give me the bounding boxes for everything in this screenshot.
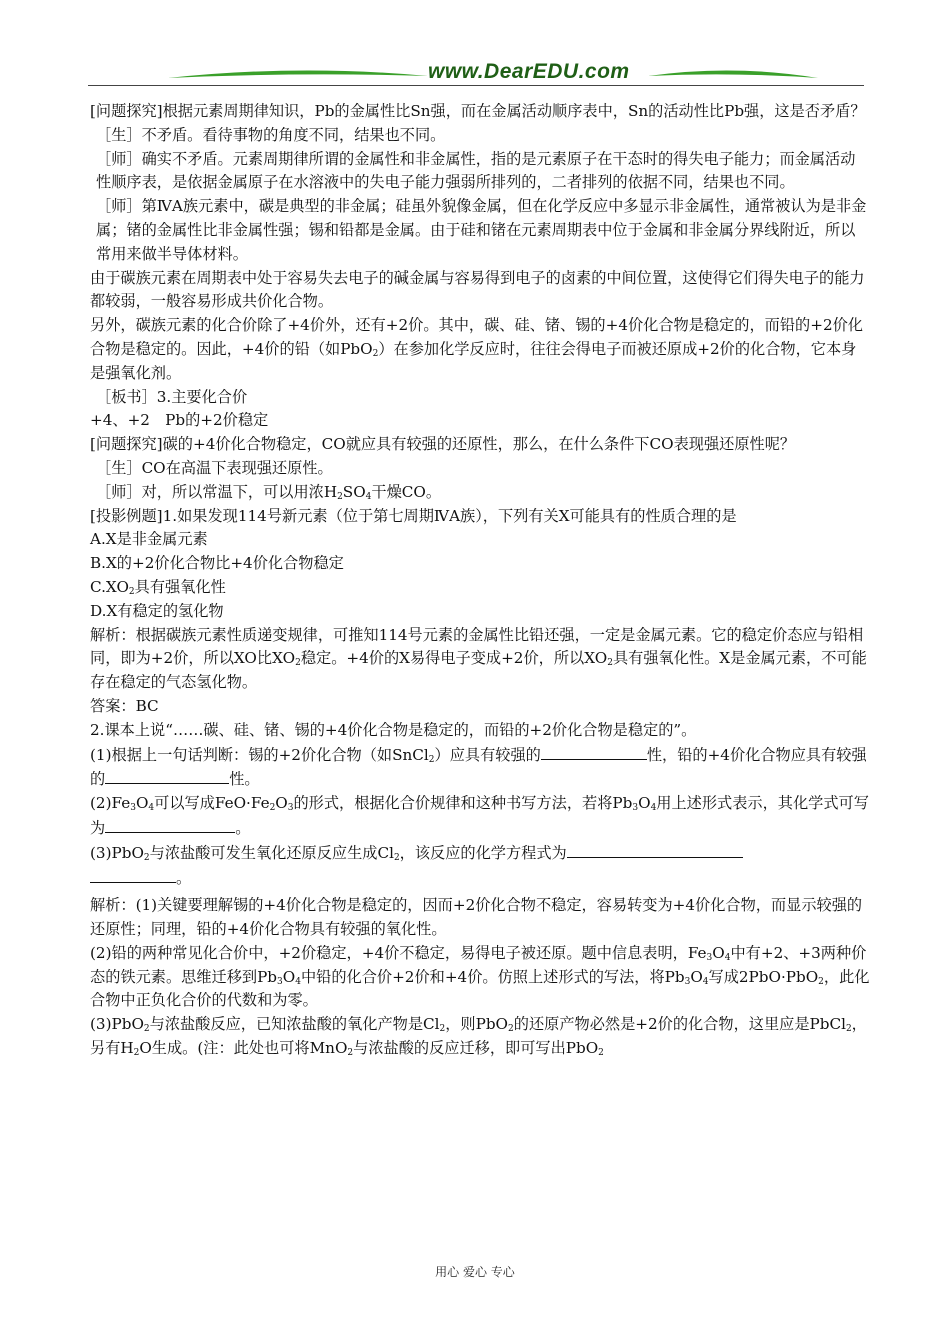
- question-paragraph-2: [问题探究]碳的+4价化合物稳定，CO就应具有较强的还原性，那么，在什么条件下CO表现强还原性呢？: [90, 435, 796, 454]
- teacher-remark-1: ［师］确实不矛盾。元素周期律所谓的金属性和非金属性，指的是元素原子在干态时的得失电子能力；而金属活动性顺序表，是依据金属原子在水溶液中的失电子能力强弱所排列的，二者排列的依据不同，结果也不同。: [96, 149, 856, 192]
- analysis-2-part-2: (2)铅的两种常见化合价中，+2价稳定，+4价不稳定，易得电子被还原。题中信息表明，$Fe_3O_4$中有+2、+3两种价态的铁元素。思维迁移到$Pb_3O_4$中铅的化合价+2价和+4价。仿照上述形式的写法，将$Pb_3O_4$写成2PbO·PbO$_2$，此化合物中正负化合价的代数和为零。: [90, 943, 870, 1010]
- student-answer-2: ［生］CO在高温下表现强还原性。: [96, 458, 333, 477]
- answer-blank[interactable]: [90, 866, 176, 883]
- page-footer: 用心 爱心 专心: [435, 1265, 515, 1279]
- answer-1: 答案：BC: [90, 696, 159, 715]
- analysis-2-part-3: (3)PbO$_2$与浓盐酸反应，已知浓盐酸的氧化产物是$Cl_2$，则PbO$_2$的还原产物必然是+2价的化合物，这里应是PbCl$_2$，另有$H_2O$生成。(注：此处也可将MnO$_2$与浓盐酸的反应迁移，即可写出PbO$_2$: [90, 1015, 867, 1059]
- left-swoosh-decoration: [168, 68, 428, 82]
- option-d: D.X有稳定的氢化物: [90, 601, 224, 620]
- teacher-remark-3: ［师］对，所以常温下，可以用浓$H_2SO_4$干燥CO。: [96, 482, 442, 502]
- question-paragraph-1: [问题探究]根据元素周期律知识，Pb的金属性比Sn强，而在金属活动顺序表中，Sn的活动性比Pb强，这是否矛盾？: [90, 102, 866, 120]
- right-swoosh-decoration: [648, 68, 818, 82]
- sub-question-1: (1)根据上一句话判断：锡的+2价化合物（如SnCl$_2$）应具有较强的 性，铅的+4价化合物应具有较强的 性。: [90, 743, 870, 793]
- answer-blank[interactable]: [105, 816, 235, 833]
- option-a: A.X是非金属元素: [90, 530, 208, 549]
- sub-question-2: $(2)Fe_3O_4$可以写成$FeO\cdot Fe_2O_3$的形式，根据化合价规律和这种书写方法，若将$Pb_3O_4$用上述形式表示，其化学式可写为 。: [90, 794, 869, 837]
- paragraph-carbon-group: 由于碳族元素在周期表中处于容易失去电子的碱金属与容易得到电子的卤素的中间位置，这使得它们得失电子的能力都较弱，一般容易形成共价化合物。: [90, 268, 865, 311]
- example-question-2: 2.课本上说“……碳、硅、锗、锡的+4价化合物是稳定的，而铅的+2价化合物是稳定的”。: [90, 720, 697, 739]
- document-body: [90, 100, 870, 1061]
- answer-blank[interactable]: [105, 767, 229, 784]
- analysis-1: 解析：根据碳族元素性质递变规律，可推知114号元素的金属性比铅还强，一定是金属元素。它的稳定价态应与铅相同，即为+2价，所以XO比$XO_2$稳定。+4价的X易得电子变成+2价，所以$XO_2$具有强氧化性。X是金属元素，不可能存在稳定的气态氢化物。: [90, 625, 867, 692]
- paragraph-valence: 另外，碳族元素的化合价除了+4价外，还有+2价。其中，碳、硅、锗、锡的+4价化合物是稳定的，而铅的+2价化合物是稳定的。因此，+4价的铅（如PbO$_2$）在参加化学反应时，往往会得电子而被还原成+2价的化合物，它本身是强氧化剂。: [90, 316, 863, 382]
- student-answer-1: ［生］不矛盾。看待事物的角度不同，结果也不同。: [96, 125, 446, 144]
- answer-blank[interactable]: [567, 841, 743, 858]
- site-logo[interactable]: www.DearEDU.com: [428, 60, 630, 83]
- example-question-1: [投影例题]1.如果发现114号新元素（位于第七周期ⅣA族），下列有关X可能具有的性质合理的是: [90, 506, 737, 525]
- valence-summary: +4、+2 Pb的+2价稳定: [90, 411, 269, 430]
- option-b: B.X的+2价化合物比+4价化合物稳定: [90, 554, 344, 573]
- answer-blank[interactable]: [541, 743, 647, 760]
- teacher-remark-2: ［师］第ⅣA族元素中，碳是典型的非金属；硅虽外貌像金属，但在化学反应中多显示非金属性，通常被认为是非金属；锗的金属性比非金属性强；锡和铅都是金属。由于硅和锗在元素周期表中位于金属和非金属分界线附近，所以常用来做半导体材料。: [96, 197, 867, 263]
- sub-question-3: (3)PbO$_2$与浓盐酸可发生氧化还原反应生成$Cl_2$，该反应的化学方程式为 。: [90, 841, 870, 891]
- option-c: $C.XO_2$具有强氧化性: [90, 577, 226, 597]
- blackboard-heading: ［板书］3.主要化合价: [96, 387, 248, 406]
- analysis-2-part-1: 解析：(1)关键要理解锡的+4价化合物是稳定的，因而+2价化合物不稳定，容易转变为+4价化合物，而显示较强的还原性；同理，铅的+4价化合物具有较强的氧化性。: [90, 896, 863, 939]
- page-header: [88, 58, 864, 94]
- header-rule: [88, 85, 864, 86]
